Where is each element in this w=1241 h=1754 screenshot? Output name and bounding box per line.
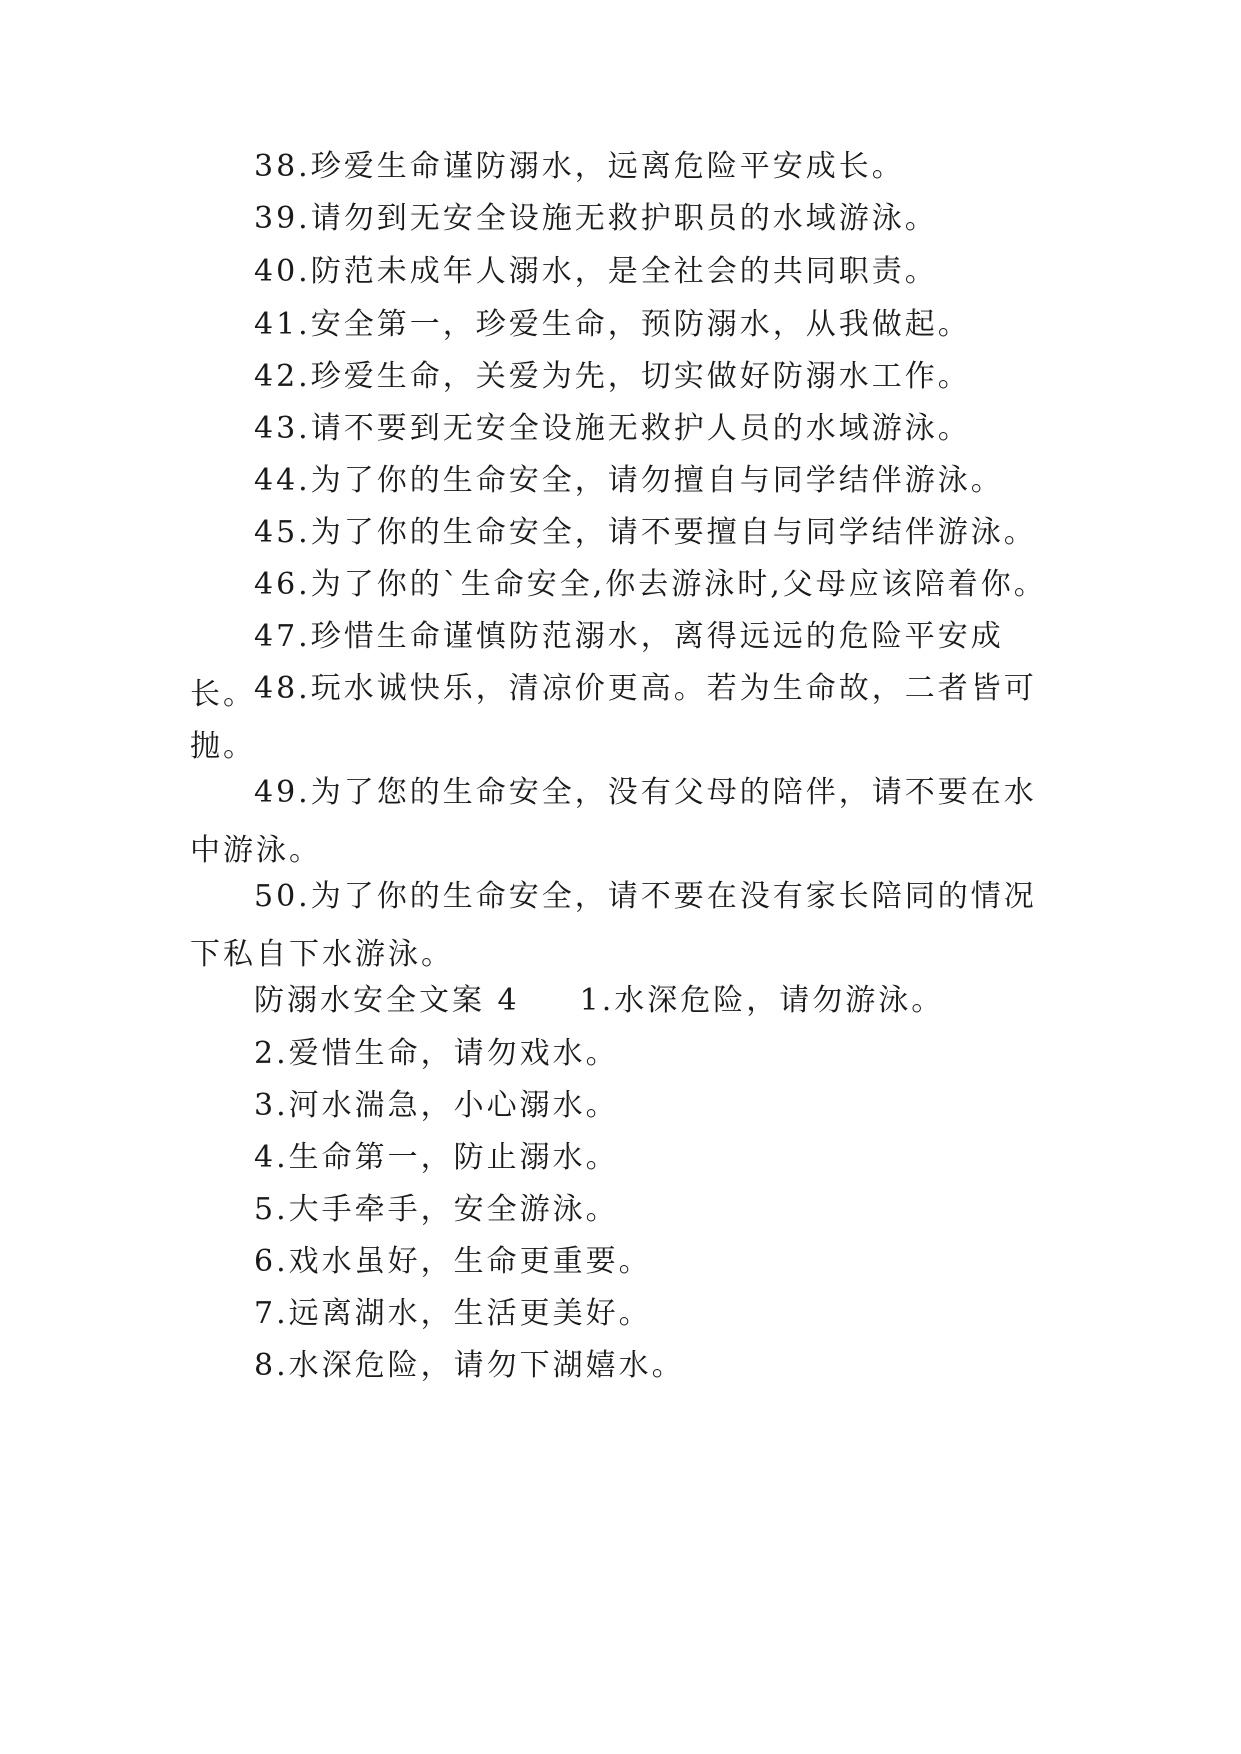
- line-38: 38.珍爱生命谨防溺水，远离危险平安成长。: [254, 149, 905, 184]
- line-43: 43.请不要到无安全设施无救护人员的水域游泳。: [254, 411, 971, 446]
- item-4: 4.生命第一，防止溺水。: [254, 1140, 619, 1175]
- line-45: 45.为了你的生命安全，请不要擅自与同学结伴游泳。: [254, 515, 1037, 550]
- item-3: 3.河水湍急，小心溺水。: [254, 1088, 619, 1123]
- line-48: 48.玩水诚快乐，清凉价更高。若为生命故，二者皆可抛。: [190, 671, 1037, 764]
- item-5: 5.大手牵手，安全游泳。: [254, 1192, 619, 1227]
- line-46: 46.为了你的`生命安全,你去游泳时,父母应该陪着你。: [254, 567, 1047, 602]
- item-2: 2.爱惜生命，请勿戏水。: [254, 1036, 619, 1071]
- line-39: 39.请勿到无安全设施无救护职员的水域游泳。: [254, 201, 938, 236]
- line-41: 41.安全第一，珍爱生命，预防溺水，从我做起。: [254, 307, 971, 342]
- line-40: 40.防范未成年人溺水，是全社会的共同职责。: [254, 254, 938, 289]
- line-42: 42.珍爱生命，关爱为先，切实做好防溺水工作。: [254, 359, 971, 394]
- item-7: 7.远离湖水，生活更美好。: [254, 1296, 652, 1331]
- item-6: 6.戏水虽好，生命更重要。: [254, 1244, 652, 1279]
- item-8: 8.水深危险，请勿下湖嬉水。: [254, 1348, 685, 1383]
- line-44: 44.为了你的生命安全，请勿擅自与同学结伴游泳。: [254, 463, 1004, 498]
- line-50: 50.为了你的生命安全，请不要在没有家长陪同的情况下私自下水游泳。: [190, 879, 1037, 972]
- section-heading-line: [190, 972, 1060, 1030]
- line-49: 49.为了您的生命安全，没有父母的陪伴，请不要在水中游泳。: [190, 775, 1037, 868]
- line-47: 47.珍惜生命谨慎防范溺水，离得远远的危险平安成长。: [190, 619, 1004, 712]
- item-1: 1.水深危险，请勿游泳。: [579, 983, 945, 1018]
- section-title: 防溺水安全文案 4: [254, 983, 520, 1018]
